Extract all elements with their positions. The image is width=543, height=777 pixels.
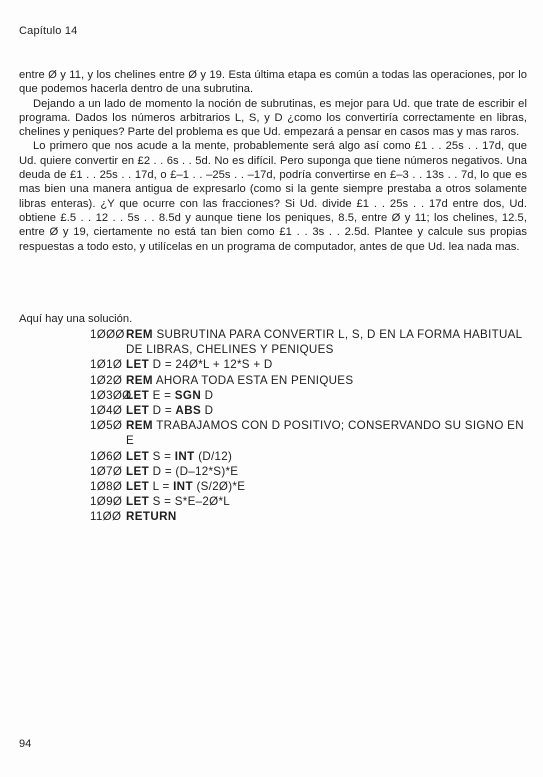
line-number: 1ØØØ [90, 328, 125, 341]
statement-text: L = [149, 480, 174, 494]
code-line [90, 403, 530, 418]
keyword: RETURN [126, 510, 177, 524]
statement [126, 327, 530, 357]
keyword: INT [174, 449, 195, 463]
statement-text: TRABAJAMOS CON D POSITIVO; CONSERVANDO SU SIGNO EN E [126, 419, 524, 448]
code-listing [90, 327, 530, 525]
statement [126, 479, 530, 494]
statement [126, 388, 530, 403]
keyword: LET [126, 404, 150, 418]
line-number: 1Ø4Ø [90, 404, 123, 418]
statement-text: D [201, 388, 214, 402]
keyword: LET [126, 495, 150, 509]
paragraph-1: entre Ø y 11, y los chelines entre Ø y 19. Esta última etapa es común a todas las operaciones, por lo que podemos hacerla dentro de una subrutina. [19, 69, 527, 96]
keyword: SGN [174, 388, 202, 402]
code-line [90, 327, 530, 357]
keyword: LET [126, 449, 150, 463]
statement [126, 509, 530, 524]
statement-text: E = [149, 388, 175, 402]
chapter-header: Capítulo 14 [19, 25, 78, 37]
line-number: 1Ø7Ø [90, 464, 123, 478]
code-line [90, 418, 530, 448]
code-line [90, 357, 530, 372]
body-text [19, 68, 527, 254]
statement-text: D [201, 404, 214, 418]
statement-text: SUBRUTINA PARA CONVERTIR L, S, D EN LA FORMA HABITUAL DE LIBRAS, CHELINES Y PENIQUES [126, 328, 522, 357]
statement [126, 403, 530, 418]
line-number: 1Ø6Ø [90, 449, 123, 463]
paragraph-3: Lo primero que nos acude a la mente, probablemente será algo así como £1 . . 25s . . 17d, que Ud. quiere convertir en £2 . . 6s . . 5d. No es difícil. Pero suponga que tiene números negativos. Una deuda de £1 . . 25s . . 17d, o £–1 . . –25s . . –17d, podría convertirse en £–3 . . 13s . . 7d, lo que es mas bien una manera antigua de expresarlo (como si la gente siempre prestaba a otros solamente libras enteras). ¿Y que ocurre con las fracciones? Si Ud. divide £1 . . 25s . . 17d entre dos, Ud. obtiene £.5 . . 12 . . 5s . . 8.5d y aunque tiene los peniques, 8.5, entre Ø y 11; los chelines, 12.5, entre Ø y 19, ciertamente no está tan bien como £1 . . 3s . . 2.5d. Plantee y calcule sus propias respuestas a todo esto, y utilícelas en un programa de computador, antes de que Ud. lea nada mas. [19, 140, 527, 253]
statement [126, 494, 530, 509]
statement-text: (D/12) [194, 449, 233, 463]
line-number: 11ØØ [90, 510, 122, 524]
line-number: 1Ø8Ø [90, 480, 123, 494]
line-number: 1Ø3ØØ [90, 388, 132, 402]
keyword: LET [126, 464, 150, 478]
statement [126, 464, 530, 479]
keyword: LET [126, 480, 150, 494]
statement-text: D = [149, 404, 176, 418]
statement-text: (S/2Ø)*E [192, 480, 246, 494]
statement [126, 357, 530, 372]
solution-intro: Aquí hay una solución. [19, 313, 133, 325]
code-line [90, 509, 530, 524]
code-line [90, 449, 530, 464]
statement [126, 373, 530, 388]
code-line [90, 464, 530, 479]
paragraph-2: Dejando a un lado de momento la noción de subrutinas, es mejor para Ud. que trate de escribir el programa. Dados los números arbitrarios L, S, y D ¿como los convertiría correctamente en libras, chelines y peniques? Parte del problema es que Ud. empezará a pensar en casos mas y mas raros. [19, 97, 527, 139]
statement-text: D = (D–12*S)*E [149, 464, 239, 478]
code-line [90, 373, 530, 388]
keyword: REM [126, 419, 153, 433]
statement [126, 418, 530, 448]
line-number: 1Ø9Ø [90, 495, 123, 509]
statement-text: S = S*E–2Ø*L [149, 495, 231, 509]
page-number: 94 [19, 738, 32, 750]
statement-text: D = 24Ø*L + 12*S + D [149, 358, 273, 372]
code-line [90, 479, 530, 494]
statement-text: AHORA TODA ESTA EN PENIQUES [152, 373, 354, 387]
keyword: LET [126, 388, 150, 402]
statement-text: S = [149, 449, 175, 463]
keyword: INT [173, 480, 193, 494]
line-number: 1Ø5Ø [90, 419, 123, 433]
code-line [90, 388, 530, 403]
keyword: REM [126, 328, 153, 341]
line-number: 1Ø2Ø [90, 373, 123, 387]
keyword: REM [126, 373, 153, 387]
line-number: 1Ø1Ø [90, 358, 123, 372]
keyword: LET [126, 358, 150, 372]
statement [126, 449, 530, 464]
code-line [90, 494, 530, 509]
keyword: ABS [175, 404, 202, 418]
